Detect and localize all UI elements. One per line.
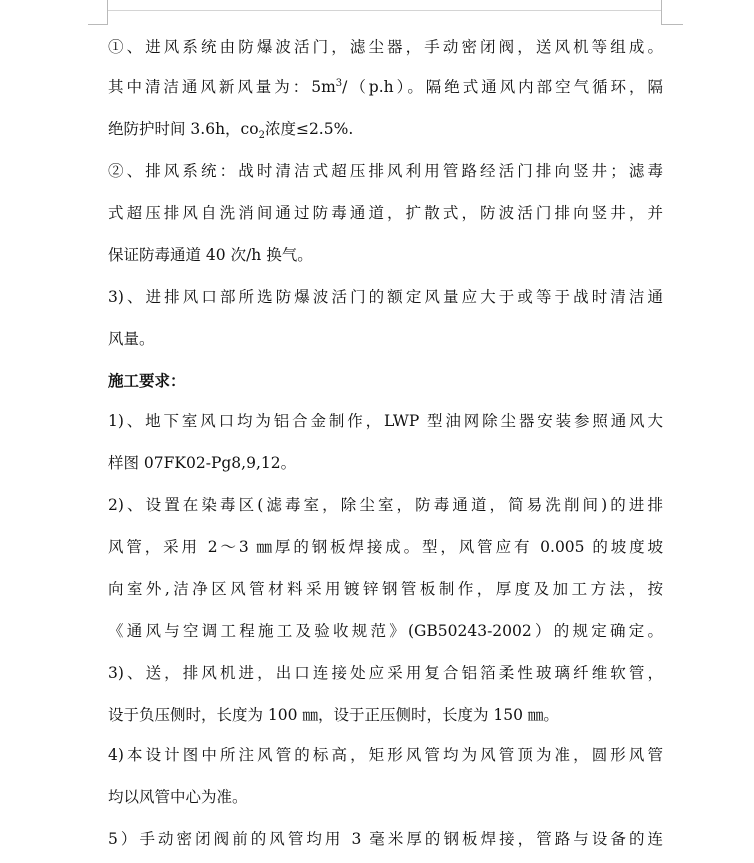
text-line-valve-airflow: 3)、进排风口部所选防爆波活门的额定风量应大于或等于战时清洁通	[108, 288, 663, 306]
text-line-clean-zone-ducts: 向室外,洁净区风管材料采用镀锌钢管板制作，厚度及加工方法，按	[108, 580, 663, 598]
text-line-manual-valve: 5）手动密闭阀前的风管均用 3 毫米厚的钢板焊接，管路与设备的连	[108, 830, 663, 848]
subscript-2: 2	[258, 130, 265, 142]
text-segment: 浓度≤2.5%.	[264, 120, 354, 138]
superscript-3: 3	[335, 77, 343, 89]
text-segment: 其中清洁通风新风量为：5m	[108, 78, 336, 96]
text-line-duct-center: 均以风管中心为准。	[108, 788, 248, 806]
text-line-airflow-end: 风量。	[108, 330, 155, 348]
text-line-intake-system: ①、进风系统由防爆波活门，滤尘器，手动密闭阀，送风机等组成。	[108, 38, 663, 56]
text-line-steel-ducts: 风管，采用 2～3 ㎜厚的钢板焊接成。型，风管应有 0.005 的坡度坡	[108, 538, 663, 556]
text-line-connector-length: 设于负压侧时，长度为 100 ㎜，设于正压侧时，长度为 150 ㎜。	[108, 706, 559, 724]
page-top-rule	[108, 10, 661, 11]
text-line-fresh-air-volume	[108, 72, 663, 102]
text-line-air-changes: 保证防毒通道 40 次/h 换气。	[108, 246, 313, 264]
text-segment: /（p.h）。隔绝式通风内部空气循环，隔	[342, 78, 663, 96]
text-line-contaminated-zone: 2)、设置在染毒区(滤毒室，除尘室，防毒通道，简易洗削间)的进排	[108, 496, 663, 514]
text-line-flexible-connector: 3)、送，排风机进，出口连接处应采用复合铝箔柔性玻璃纤维软管，	[108, 664, 663, 682]
left-margin-mark-horizontal	[88, 24, 108, 25]
text-line-duct-elevation: 4)本设计图中所注风管的标高，矩形风管均为风管顶为准，圆形风管	[108, 746, 663, 764]
section-heading-construction: 施工要求：	[108, 371, 186, 390]
text-line-code-reference: 《通风与空调工程施工及验收规范》(GB50243-2002）的规定确定。	[108, 622, 663, 640]
text-line-exhaust-system: ②、排风系统：战时清洁式超压排风利用管路经活门排向竖井；滤毒	[108, 162, 663, 180]
right-margin-mark-vertical	[661, 0, 662, 25]
text-line-protection-time	[108, 114, 663, 144]
left-margin-mark-vertical	[107, 0, 108, 25]
text-line-basement-vents: 1)、地下室风口均为铝合金制作，LWP 型油网除尘器安装参照通风大	[108, 412, 663, 430]
text-segment: 绝防护时间 3.6h，co	[108, 120, 259, 138]
text-line-detail-drawing: 样图 07FK02-Pg8,9,12。	[108, 454, 297, 472]
right-margin-mark-horizontal	[661, 24, 683, 25]
text-line-exhaust-route: 式超压排风自洗消间通过防毒通道，扩散式，防波活门排向竖井，并	[108, 204, 663, 222]
